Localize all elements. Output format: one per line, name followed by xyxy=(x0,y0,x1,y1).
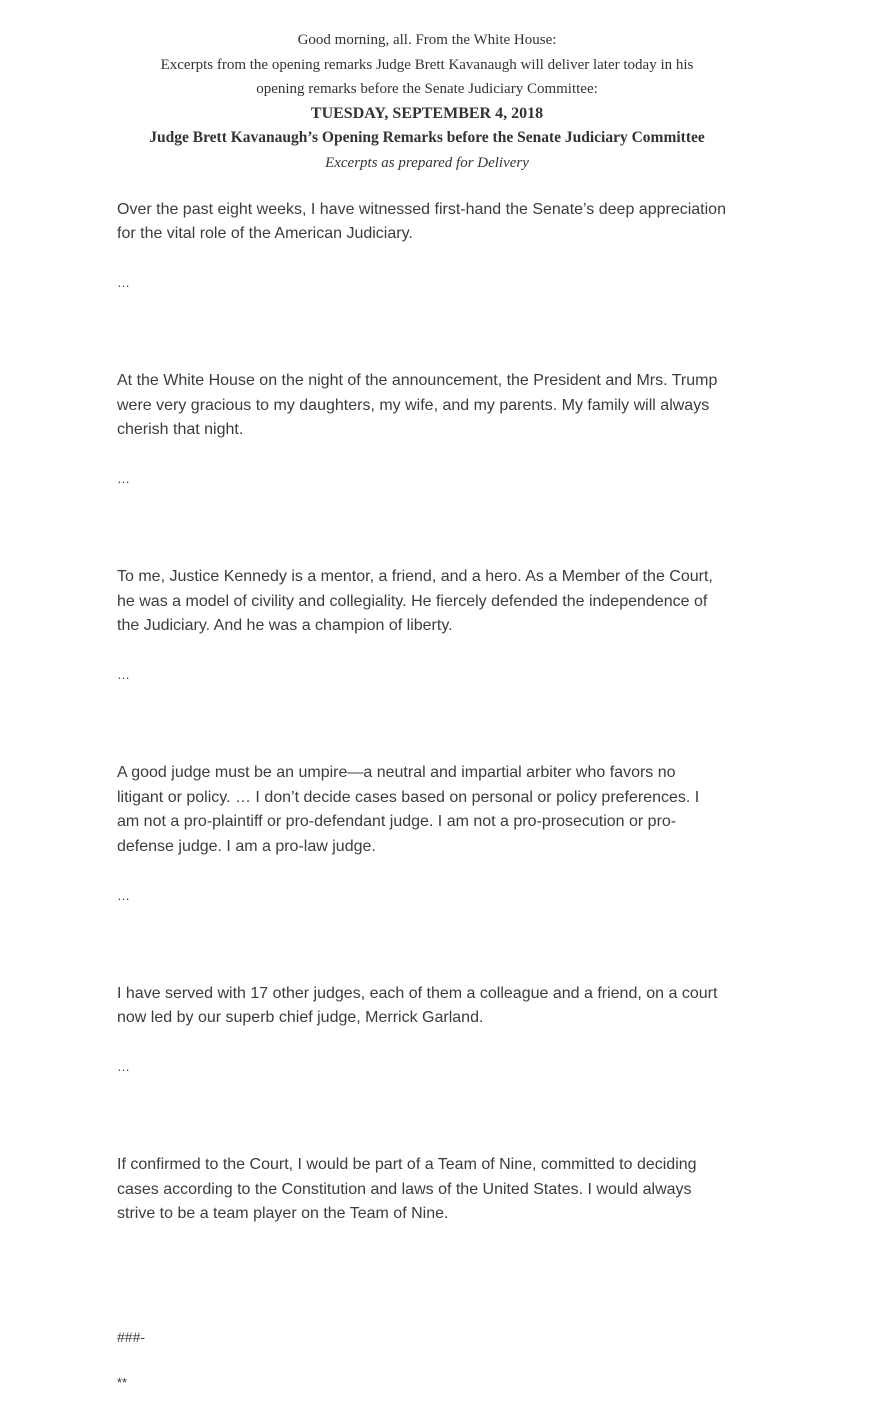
document-header xyxy=(0,28,854,175)
end-mark: ###- xyxy=(117,1328,146,1345)
footer-stars: ** xyxy=(117,1374,128,1390)
intro-line-1: Excerpts from the opening remarks Judge Brett Kavanaugh will deliver later today in his xyxy=(160,56,694,73)
greeting: Good morning, all. From the White House: xyxy=(297,32,557,48)
paragraph-2: At the White House on the night of the announcement, the President and Mrs. Trump were very gracious to my daughters, my wife, and my parents. My family will always cherish that night. xyxy=(117,372,718,438)
intro-line-2: opening remarks before the Senate Judiciary Committee: xyxy=(256,81,598,97)
remarks-body xyxy=(117,173,757,1416)
paragraph-3: To me, Justice Kennedy is a mentor, a friend, and a hero. As a Member of the Court, he was a model of civility and collegiality. He fiercely defended the independence of the Judiciary. And he was a champion of liberty. xyxy=(117,568,713,634)
paragraph-1: Over the past eight weeks, I have witnessed first-hand the Senate’s deep appreciation for the vital role of the American Judiciary. xyxy=(117,200,726,242)
paragraph-6: If confirmed to the Court, I would be part of a Team of Nine, committed to deciding cases according to the Constitution and laws of the United States. I would always strive to be a team player on the Team of Nine. xyxy=(117,1156,697,1222)
paragraph-4: A good judge must be an umpire—a neutral and impartial arbiter who favors no litigant or policy. … I don’t decide cases based on personal or policy preferences. I am not a pro-plaintiff or pro-defendant judge. I am not a pro-prosecution or pro- defense judge. I am a pro-law judge. xyxy=(117,764,700,855)
paragraph-5: I have served with 17 other judges, each of them a colleague and a friend, on a court now led by our superb chief judge, Merrick Garland. xyxy=(117,984,718,1026)
ellipsis-1: … xyxy=(117,275,130,290)
ellipsis-3: … xyxy=(117,667,130,682)
date-heading: TUESDAY, SEPTEMBER 4, 2018 xyxy=(310,104,544,122)
excerpts-subtitle: Excerpts as prepared for Delivery xyxy=(325,154,529,171)
spacer xyxy=(117,1251,757,1276)
ellipsis-4: … xyxy=(117,887,130,903)
ellipsis-5: … xyxy=(117,1059,130,1074)
remarks-title: Judge Brett Kavanaugh’s Opening Remarks before the Senate Judiciary Committee xyxy=(149,129,705,146)
ellipsis-2: … xyxy=(117,471,130,486)
